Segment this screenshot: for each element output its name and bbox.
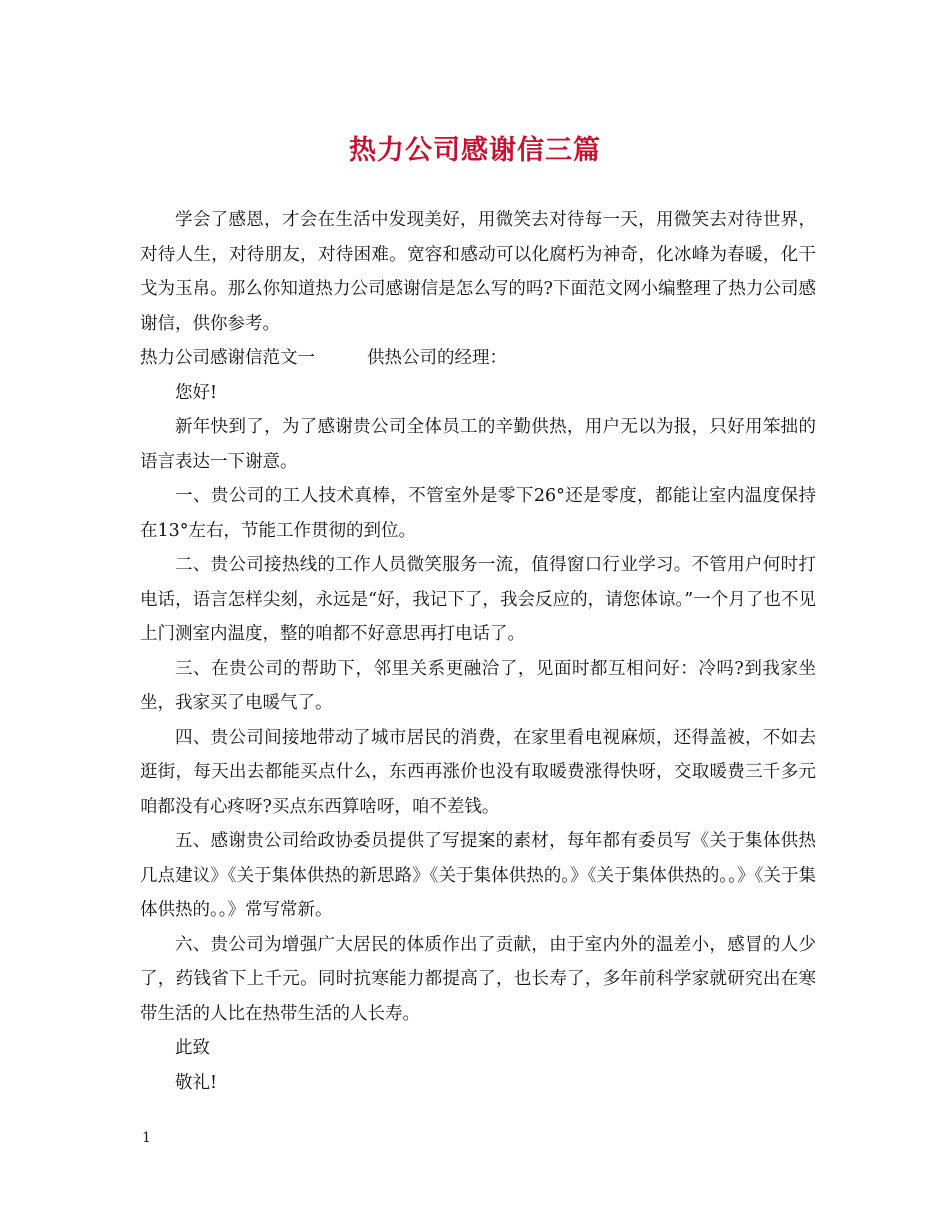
closing-line: 敬礼! — [175, 1072, 218, 1093]
closing-line: 此致 — [175, 1038, 210, 1058]
body-paragraph: 二、贵公司接热线的工作人员微笑服务一流，值得窗口行业学习。不管用户何时打电话，语言怎样尖刻，永远是“好，我记下了，我会反应的，请您体谅。”一个月了也不见上门测室内温度，整的咱都不好意思再打电话了。 — [140, 555, 816, 644]
body-paragraph: 新年快到了，为了感谢贵公司全体员工的辛勤供热，用户无以为报，只好用笨拙的语言表达一下谢意。 — [140, 417, 816, 472]
document-body — [140, 203, 816, 1100]
greeting: 您好! — [175, 382, 218, 403]
body-paragraph: 四、贵公司间接地带动了城市居民的消费，在家里看电视麻烦，还得盖被，不如去逛街，每天出去都能买点什么，东西再涨价也没有取暖费涨得快呀，交取暖费三千多元咱都没有心疼呀?买点东西算啥呀，咱不差钱。 — [140, 727, 816, 817]
body-paragraph: 三、在贵公司的帮助下，邻里关系更融洽了，见面时都互相问好：冷吗?到我家坐坐，我家买了电暖气了。 — [140, 658, 816, 713]
body-paragraph: 六、贵公司为增强广大居民的体质作出了贡献，由于室内外的温差小，感冒的人少了，药钱省下上千元。同时抗寒能力都提高了，也长寿了，多年前科学家就研究出在寒带生活的人比在热带生活的人长寿。 — [140, 934, 816, 1024]
section-heading-line — [140, 341, 816, 376]
intro-paragraph: 学会了感恩，才会在生活中发现美好，用微笑去对待每一天，用微笑去对待世界，对待人生，对待朋友，对待困难。宽容和感动可以化腐朽为神奇，化冰峰为春暖，化干戈为玉帛。那么你知道热力公司感谢信是怎么写的吗?下面范文网小编整理了热力公司感谢信，供你参考。 — [140, 210, 816, 334]
page-number: 1 — [142, 1130, 151, 1146]
body-paragraph: 一、贵公司的工人技术真棒，不管室外是零下26°还是零度，都能让室内温度保持在13°左右，节能工作贯彻的到位。 — [140, 486, 816, 541]
section-heading: 热力公司感谢信范文一 — [140, 348, 315, 368]
body-paragraph: 五、感谢贵公司给政协委员提供了写提案的素材，每年都有委员写《关于集体供热几点建议》《关于集体供热的新思路》《关于集体供热的。》《关于集体供热的。。》《关于集体供热的。。》常写常新。 — [140, 831, 816, 920]
document-title: 热力公司感谢信三篇 — [349, 135, 601, 166]
salutation: 供热公司的经理： — [367, 348, 507, 368]
